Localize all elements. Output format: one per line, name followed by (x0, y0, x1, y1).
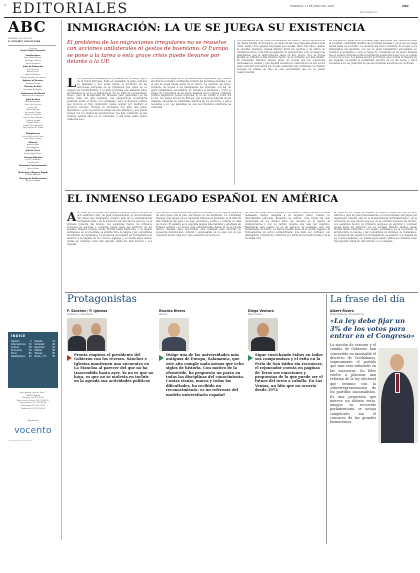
contact-line: Atención al cliente: 902 33 44 55 (17, 399, 49, 402)
contact-line: Redacción: 91 339 90 00 (21, 407, 45, 410)
staff-line: Javier Pérez de la Sala (22, 135, 44, 138)
staff-line: Ignacio Camacho (24, 114, 42, 117)
index-item[interactable]: Toros 84 (11, 351, 32, 355)
founder-tag: FUNDADO EN 1903 POR (8, 38, 33, 40)
staff-line: Ana Delgado Sanz (24, 153, 42, 156)
index-item[interactable]: Cultura 58 (11, 345, 32, 349)
staff-line: Subdirector de Edición (20, 92, 46, 95)
editorial-2-col4: la visita de los Reyes de España a Estados Unidos se une un acto simbólico pero de gran trascendencia: el reconocimiento del papel que desempeñó nuestro país en la independencia norteamericana y en la formación de una nación que hoy es la primera potencia del mundo. Los españoles fueron los primeros europeos en explorar y colonizar buena parte del territorio de los actuales Estados Unidos, desde Florida hasta California, y su legado permanece en la toponimia, la arquitectura, la lengua y las costumbres de millones de ciudadanos. La presencia del español en Norteamérica es anterior a la llegada de los colonos ingleses y su huella sigue siendo visible en ciudades como San Agustín, Santa Fe, San Antonio o Los Ángeles. (334, 212, 417, 244)
index-list (11, 340, 55, 358)
contact-line: 28027 Madrid (26, 394, 40, 397)
index-item[interactable]: Economía 70 (11, 348, 32, 352)
index-item[interactable]: Opinión 3 (11, 339, 32, 343)
staff-line: Manuel Erice (26, 71, 40, 74)
protagonist-2-text: Dirige uno de las universidades más antiguas de Europa, Salamanca, que este año cumple nada menos que ocho siglos de historia. Con motivo de la efeméride, ha propuesto un pacto en todas las disciplinas del conocimiento. Contra viento, marea y todas las dificultades, ha recibido un reconocimiento: es un referente del modelo universitario español (166, 353, 244, 397)
editorial-1-col2: La inmigración ilegal es el problema más importante que deberá afrontar la sociedad continental durante las próximas décadas y en el que se juega buena parte de su futuro. La decisión del nuevo Gobierno de acoger a los inmigrantes del Aquarius, con ser un gesto humanitario encomiable, no resuelve el problema y corre el riesgo de convertirse en un efecto llamada que lo agrave. Ninguna política migratoria puede funcionar si no es común a todos los socios. Los países del sur de Europa, que reciben la mayoría de las llegadas, necesitan la solidaridad efectiva de los del norte, y estos necesitan a su vez garantías de que las fronteras exteriores se controlan. (151, 78, 231, 110)
staff-line: Antonio Ruiz (27, 144, 39, 147)
staff-line: Adjunto al Director (22, 80, 44, 83)
staff-line: Juan Carlos Merino (24, 57, 42, 60)
staff-line: Juan Manuel de Prada (22, 127, 44, 130)
index-item[interactable]: Tiempo 90 (34, 351, 55, 355)
editorial-1-title: INMIGRACIÓN: LA UE SE JUEGA SU EXISTENCIA (67, 22, 366, 34)
site-url: abc.es/opinion (360, 11, 378, 14)
editorial-2-col1: A la visita de los Reyes de España a Estados Unidos se une un acto simbólico pero de gran trascendencia: el reconocimiento del papel que desempeñó nuestro país en la independencia norteamericana y en la formación de una nación que hoy es la primera potencia del mundo. Los españoles fueron los primeros europeos en explorar y colonizar buena parte del territorio de los actuales Estados Unidos, desde Florida hasta California, y su legado permanece en la toponimia, la arquitectura, la lengua y las costumbres de millones de ciudadanos. La presencia del español en Norteamérica es anterior a la llegada de los colonos ingleses y su huella sigue siendo visible en ciudades como San Agustín, Santa Fe, San Antonio o Los Ángeles. (67, 212, 152, 246)
legal-text: FUNDADO EN 1903 POR (8, 440, 32, 442)
contact-line: Teléfono: 91 339 90 00 (22, 397, 44, 400)
director-name: Bieito Rubido Ramonde (20, 50, 46, 53)
protagonist-3-name: Diego Ventura (248, 309, 274, 313)
protagonist-1-role: Gobierno / Podemos (67, 313, 94, 316)
index-item[interactable]: Internacional 34 (11, 342, 32, 346)
staff-line: Ramón Pérez-Maura (23, 116, 43, 119)
staff-line: Fernando Ónega (25, 111, 41, 114)
arrow-up-icon (159, 355, 164, 361)
staff-list (8, 55, 58, 130)
arrow-up-icon (248, 355, 253, 361)
editorial-1-lead: El problema de las migraciones irregulares no se resuelve con acciones unilaterales ni gestos de buenismo. O Europa se pone a la tarea o esta grave crisis puede llevarse por delante a la UE (67, 40, 229, 66)
contact-line: Juan Ignacio Luca de Tena, 7 (19, 392, 47, 394)
staff-line: Director de Arte (24, 86, 42, 89)
staff-line: Luis Ventoso (27, 68, 39, 71)
contact-list (8, 392, 58, 410)
staff-line: Editores (28, 141, 38, 144)
protagonistas-title: Protagonistas (67, 294, 137, 305)
protagonist-2-name: Ricardo Rivero (159, 309, 186, 313)
staff-line: Fernando Rodríguez (23, 89, 43, 91)
arrow-down-icon (67, 355, 72, 361)
index-item[interactable]: Deportes 62 (34, 345, 55, 349)
protagonist-2 (159, 309, 239, 316)
protagonist-1-text: Pronto empieza el presidente del Gobierno con los reveses. Sánchez e Iglesias mantienen una encuentro en La Moncloa al parecer del que no ha trascendido hasta ayer. Ya no es que no haya, es que no se molesta en incluir en la agenda sus actividades políticas (74, 353, 154, 384)
protagonist-2-role: Rector (159, 313, 168, 316)
index-title: ÍNDICE (11, 334, 26, 338)
editorial-1-dropcap: L (67, 78, 77, 91)
staff-line: Consejo Editorial (23, 156, 43, 159)
staff-line: Jesús Aguirre (26, 146, 40, 149)
staff-list-2 (8, 133, 58, 183)
staff-line: Javier Caraballo (25, 159, 41, 162)
frase-title: La frase del día (330, 294, 405, 305)
director-tag: Director (29, 47, 37, 50)
abc-logo: ABC (8, 18, 47, 36)
protagonist-1-name: P. Sánchez / P. Iglesias (67, 309, 108, 313)
staff-line: Relaciones Institucionales (19, 165, 47, 168)
vocento-tag: Editado por (27, 420, 39, 422)
editorial-1-col3: Los populismos de todo signo se alimentan del miedo y de la frustración de las clases medias. Si Europa no es capaz de dar una respuesta eficaz a esta crisis, serán otros quienes impongan sus recetas. Hace tres años, cuando la canciller alemana, Angela Merkel, abrió las puertas a un millón de refugiados sirios, toda Europa aplaudió su generosidad, pero el tiempo ha demostrado que la improvisación tiene un alto precio. Hoy la propia Merkel se enfrenta a una rebelión dentro de su Gobierno por este asunto. El presidente Sánchez deberá tener en cuenta que las soluciones nacionales no existen y que España necesita la colaboración de sus socios para controlar la frontera sur, la más vulnerable del continente. La cumbre europea de finales de mes es una oportunidad que no se puede desaprovechar. (237, 40, 325, 74)
frase-text: La moción de censura y el cambio de Gobierno han convertido en inevitable el discurso de Ciudadanos, seguramente el partido que más está sufriendo en las encuestas. Su líder vuelve a plantear una reforma de la ley electoral que termine con la sobrerrepresentación de los partidos nacionalistas. Es una propuesta que merece un debate serio, aunque su recorrido parlamentario se antoja complicado sin el concurso de las grandes formaciones. (330, 343, 376, 425)
masthead-divider (61, 20, 62, 540)
staff-line: José María Calleja (24, 138, 42, 141)
protagonist-3-photo (248, 318, 278, 351)
staff-line: Subdirectores (25, 54, 41, 57)
staff-line: Álvaro Martínez (25, 74, 41, 77)
page-number-left: 4 (4, 3, 6, 7)
staff-line: Manuel Marín (26, 122, 40, 125)
index-item[interactable]: Radio y TV 95 (34, 354, 55, 358)
editorial-2-dropcap: A (67, 212, 77, 224)
protagonist-1-photo (67, 318, 107, 351)
frase-quote: «La ley debe fijar un 3% de los votos para entrar en el Congreso» (330, 317, 415, 341)
staff-line: Enrique Ortega (25, 82, 41, 85)
staff-line: Jesús Lillo (28, 106, 38, 109)
protagonist-3 (248, 309, 318, 316)
section-title: EDITORIALES (12, 1, 129, 17)
index-item[interactable]: España 14 (34, 339, 55, 343)
staff-line: Marketing y Negocio Digital (18, 171, 48, 174)
page-number-right: ABC (402, 4, 409, 8)
editorial-2-col2: Don Felipe y doña Letizia han querido subrayar con su viaje la vigencia de unos lazos que el paso del tiempo no ha debilitado. La comunidad hispana, que supera ya los cincuenta millones de personas, es la minoría más dinámica del país y su peso económico, político y cultural no deja de crecer. El español es la segunda lengua más hablada y estudiada en Estados Unidos y su futuro está estrechamente ligado al de la propia nación. España debe aprovechar esta realidad para reforzar su presencia institucional, cultural y empresarial en un país con el que comparte mucho más de lo que a menudo se reconoce. (156, 212, 241, 238)
staff-line: Isabel San Sebastián (23, 124, 43, 127)
protagonist-3-role: Rejoneador (248, 313, 263, 316)
staff-line: Delegaciones (25, 132, 41, 135)
index-item[interactable]: Pasatiempos 92 (11, 354, 32, 358)
header-rule (4, 17, 418, 18)
index-item[interactable]: Sociedad 46 (34, 342, 55, 346)
founder-name: D. TORCUATO LUCA DE TENA (8, 40, 41, 43)
staff-line: Santiago Castelo (25, 60, 41, 63)
contact-line: Suscripciones: 91 339 65 65 (19, 402, 47, 405)
index-box (8, 332, 58, 388)
staff-line: Luis Herrero (27, 161, 39, 164)
protagonist-1 (67, 309, 152, 316)
editorial-2-title: EL INMENSO LEGADO ESPAÑOL EN AMÉRICA (67, 194, 339, 205)
staff-line: Jaime Rubio (27, 168, 39, 171)
header-date: DOMINGO, 17 DE JUNIO DEL 2018 (290, 5, 335, 8)
frase-author-role: Presidente de Ciudadanos (330, 313, 364, 316)
staff-line: Jefa de Cierre (25, 150, 41, 153)
index-item[interactable]: Madrid 80 (34, 348, 55, 352)
protagonist-2-photo (159, 318, 189, 351)
protagonist-3-text: Sigue cosechando éxitos en todos sus compromisos y el éxito en la Feria de San Isidro sin reconocer, el rejoneador cuenta en páginas de Toros sus emociones y propuestas de lo que puede ser el futuro del toreo a caballo. En Las Ventas, un hito que no ocurría desde 1972 (255, 353, 323, 393)
vocento-logo: vocento (14, 426, 52, 436)
editorial-2-col3: La historia común entre España y los Estados Unidos ha sido durante demasiado tiempo relegada a un segundo plano, cuando no directamente ignorada. Bernardo de Gálvez, cuya figura ha sido recuperada en los últimos años, fue decisivo en la guerra de independencia y hoy su retrato preside una sala del Capitolio. Reivindicar este legado no es un ejercicio de nostalgia, sino una herramienta de futuro. La marca España tiene en el mundo hispano de Norteamérica un activo extraordinario que debe ser cultivado con inteligencia, constancia y ambición por parte de las instituciones y de la sociedad civil. (245, 212, 330, 241)
frase-author: Albert Rivera (330, 309, 354, 313)
staff-line: Jefes de Redacción (22, 66, 44, 69)
editorial-1-col1: LOS populismos demagógicos proliferan en la mayor parte de la Unión Europea. Italia en Alemania, la gran coalición se tambalea y por todas partes el horizonte de las elecciones europeas de la primavera que viene se ve cargado de incertidumbre. Y el gran problema que alimenta estos movimientos es el de la inmigración. No se trata de un fenómeno nuevo, pero la incapacidad de Bruselas para gestionarlo se ha hecho cada vez más evidente. Las perspectivas económicas permiten mirar el futuro con optimismo, pero la fractura política que provoca el flujo migratorio puede acabar por destruir el proyecto europeo. Europa se encuentra hoy ante una grave disyuntiva: o pone a prueba la solidez de sus cimientos y que puede acabar con los sueños de generaciones que han construido la paz durante setenta años en el continente, y esa tarea nadie puede realizarla solo. (67, 78, 147, 121)
contact-line: Publicidad: 91 339 91 00 (21, 404, 45, 407)
staff-line: Alfonso Armada (25, 101, 41, 104)
staff-line: Carmen Remírez de Ganuza (19, 76, 47, 79)
frase-author-photo (378, 348, 418, 443)
staff-line: Alberto Pérez Giménez (22, 95, 44, 98)
staff-line: Álvaro Delgado (25, 180, 41, 183)
editorial-1-col4: La inmigración ilegal es el problema más importante que deberá afrontar la sociedad continental durante las próximas décadas y en el que se juega buena parte de su futuro. La decisión del nuevo Gobierno de acoger a los inmigrantes del Aquarius, con ser un gesto humanitario encomiable, no resuelve el problema y corre el riesgo de convertirse en un efecto llamada que lo agrave. Ninguna política migratoria puede funcionar si no es común a todos los socios. Los países del sur de Europa, que reciben la mayoría de las llegadas, necesitan la solidaridad efectiva de los del norte, y estos necesitan a su vez garantías de que las fronteras exteriores se controlan. (329, 40, 417, 66)
staff-line: Mayte Alcaraz (26, 109, 40, 112)
staff-line: Jefes de Área (25, 98, 41, 101)
staff-line: Director de Publicaciones (19, 177, 47, 180)
staff-line: Cristina Losada (25, 119, 41, 122)
staff-line: José Luis Jiménez (24, 103, 42, 106)
staff-line: Enrique Aguado (25, 174, 41, 177)
staff-line: Jaime González (25, 62, 41, 65)
